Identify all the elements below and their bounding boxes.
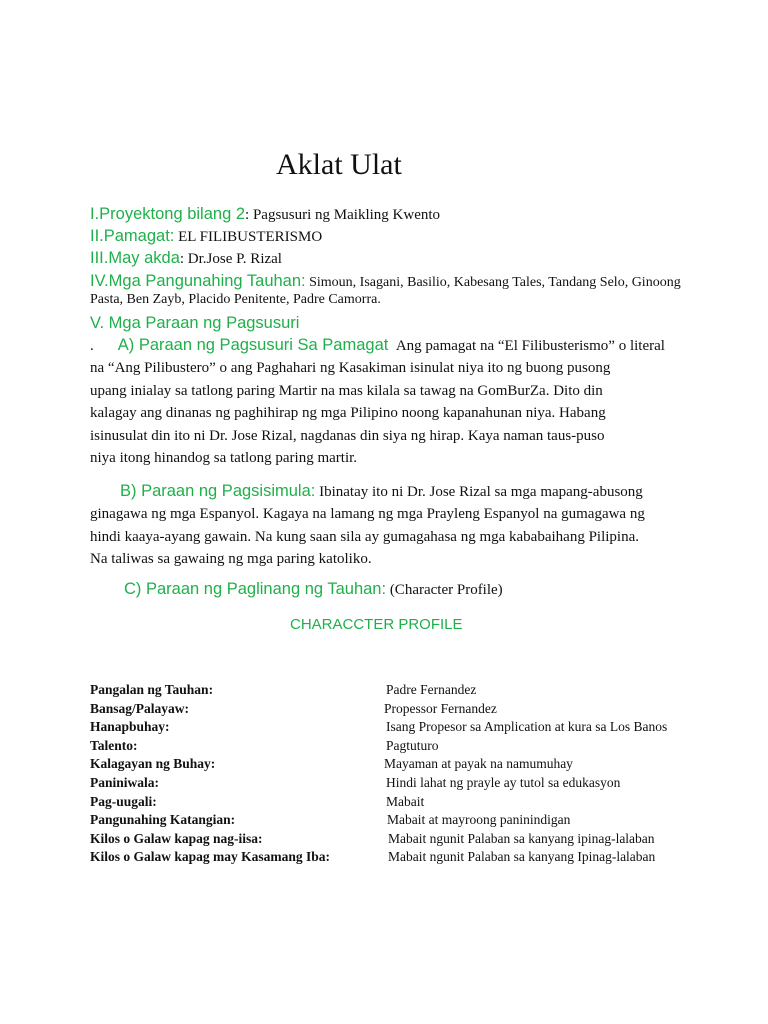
part-b-heading: B) Paraan ng Pagsisimula: — [120, 482, 316, 500]
profile-value: Mabait ngunit Palaban sa kanyang ipinag-lalaban — [388, 830, 655, 846]
part-b-line-4: Na taliwas sa gawaing ng mga paring katoliko. — [90, 551, 372, 568]
part-b-line-1: Ibinatay ito ni Dr. Jose Rizal sa mga mapang-abusong — [319, 484, 643, 500]
profile-label: Talento: — [90, 737, 138, 753]
part-a-line-3: upang inialay sa tatlong paring Martir na mas kilala sa tawag na GomBurZa. Dito din — [90, 382, 603, 399]
profile-value: Mabait at mayroong paninindigan — [387, 812, 571, 828]
profile-row-paguugali — [90, 794, 730, 813]
item-proyekto-value: Pagsusuri ng Maikling Kwento — [252, 207, 441, 223]
part-b-line-3: hindi kaaya-ayang gawain. Na kung saan sila ay gumagahasa ng mga kababaihang Pilipina. — [90, 528, 639, 545]
profile-label: Kilos o Galaw kapag nag-iisa: — [90, 830, 263, 846]
profile-value: Propessor Fernandez — [384, 700, 497, 716]
item-proyekto — [90, 205, 440, 224]
part-c-line — [124, 580, 503, 599]
profile-label: Pag-uugali: — [90, 793, 157, 809]
profile-label: Pangalan ng Tauhan: — [90, 682, 214, 697]
item-may-akda-label: III.May akda — [90, 249, 180, 267]
profile-row-kilos-nagiisa — [90, 831, 730, 850]
part-a-line-6: niya itong hinandog sa tatlong paring martir. — [90, 450, 358, 467]
item-may-akda-value: Dr.Jose P. Rizal — [187, 251, 282, 267]
part-a-line-5: isinusulat din ito ni Dr. Jose Rizal, nagdanas din siya ng hirap. Kaya naman taus-puso — [90, 427, 605, 444]
profile-label: Kalagayan ng Buhay: — [90, 756, 216, 772]
part-a-bullet: . — [90, 338, 94, 354]
item-pamagat — [90, 227, 322, 246]
item-pamagat-label: II.Pamagat: — [90, 227, 175, 245]
profile-label: Bansag/Palayaw: — [90, 700, 190, 716]
profile-row-bansag — [90, 701, 730, 720]
part-b-first-line — [90, 480, 690, 503]
part-a-line-2: na “Ang Pilibustero” o ang Paghahari ng Kasakiman isinulat niya ito ng buong pusong — [90, 360, 611, 377]
profile-row-hanapbuhay — [90, 719, 730, 738]
profile-value: Mayaman at payak na namumuhay — [384, 756, 573, 772]
part-a-line-4: kalagay ang dinanas ng paghihirap ng mga Pilipino noong kapanahunan niya. Habang — [90, 405, 606, 422]
part-a-paragraph — [90, 334, 690, 469]
profile-value: Isang Propesor sa Amplication at kura sa Los Banos — [386, 719, 668, 735]
profile-label: Paniniwala: — [90, 774, 160, 790]
part-b-line-2: ginagawa ng mga Espanyol. Kagaya na lamang ng mga Prayleng Espanyol na gumagawa ng — [90, 506, 645, 523]
item-tauhan — [90, 272, 681, 291]
item-tauhan-label: IV.Mga Pangunahing Tauhan: — [90, 272, 306, 290]
profile-row-kalagayan — [90, 756, 730, 775]
profile-value: Mabait — [386, 793, 425, 809]
profile-value: Padre Fernandez — [386, 682, 477, 697]
item-may-akda — [90, 249, 282, 268]
profile-value: Pagtuturo — [386, 737, 439, 753]
profile-row-talento — [90, 738, 730, 757]
item-proyekto-sep: : — [245, 207, 253, 223]
part-a-first-line — [90, 334, 690, 357]
part-c-note: (Character Profile) — [389, 582, 503, 598]
item-proyekto-label: I.Proyektong bilang 2 — [90, 205, 246, 223]
part-b-paragraph — [90, 480, 690, 571]
profile-title: CHARACCTER PROFILE — [290, 616, 463, 633]
part-c-heading: C) Paraan ng Paglinang ng Tauhan: — [124, 580, 387, 598]
profile-value: Mabait ngunit Palaban sa kanyang Ipinag-lalaban — [388, 849, 656, 865]
profile-value: Hindi lahat ng prayle ay tutol sa edukasyon — [386, 774, 621, 790]
item-may-akda-sep: : — [179, 251, 188, 267]
profile-label: Pangunahing Katangian: — [90, 812, 236, 828]
item-pamagat-value: EL FILIBUSTERISMO — [178, 229, 323, 245]
document-title: Aklat Ulat — [276, 148, 402, 181]
character-profile-table — [90, 682, 730, 868]
item-tauhan-continued: Pasta, Ben Zayb, Placido Penitente, Padre Camorra. — [90, 292, 381, 307]
profile-row-katangian — [90, 812, 730, 831]
part-a-heading: A) Paraan ng Pagsusuri Sa Pamagat — [117, 336, 389, 354]
profile-label: Hanapbuhay: — [90, 719, 170, 735]
part-a-line-1: Ang pamagat na “El Filibusterismo” o literal — [395, 338, 665, 354]
profile-label: Kilos o Galaw kapag may Kasamang Iba: — [90, 849, 331, 865]
item-tauhan-value: Simoun, Isagani, Basilio, Kabesang Tales, Tandang Selo, Ginoong — [309, 275, 681, 290]
section-v-heading: V. Mga Paraan ng Pagsusuri — [90, 314, 300, 332]
profile-row-paniniwala — [90, 775, 730, 794]
profile-row-pangalan — [90, 682, 730, 701]
profile-row-kilos-kasama — [90, 849, 730, 868]
